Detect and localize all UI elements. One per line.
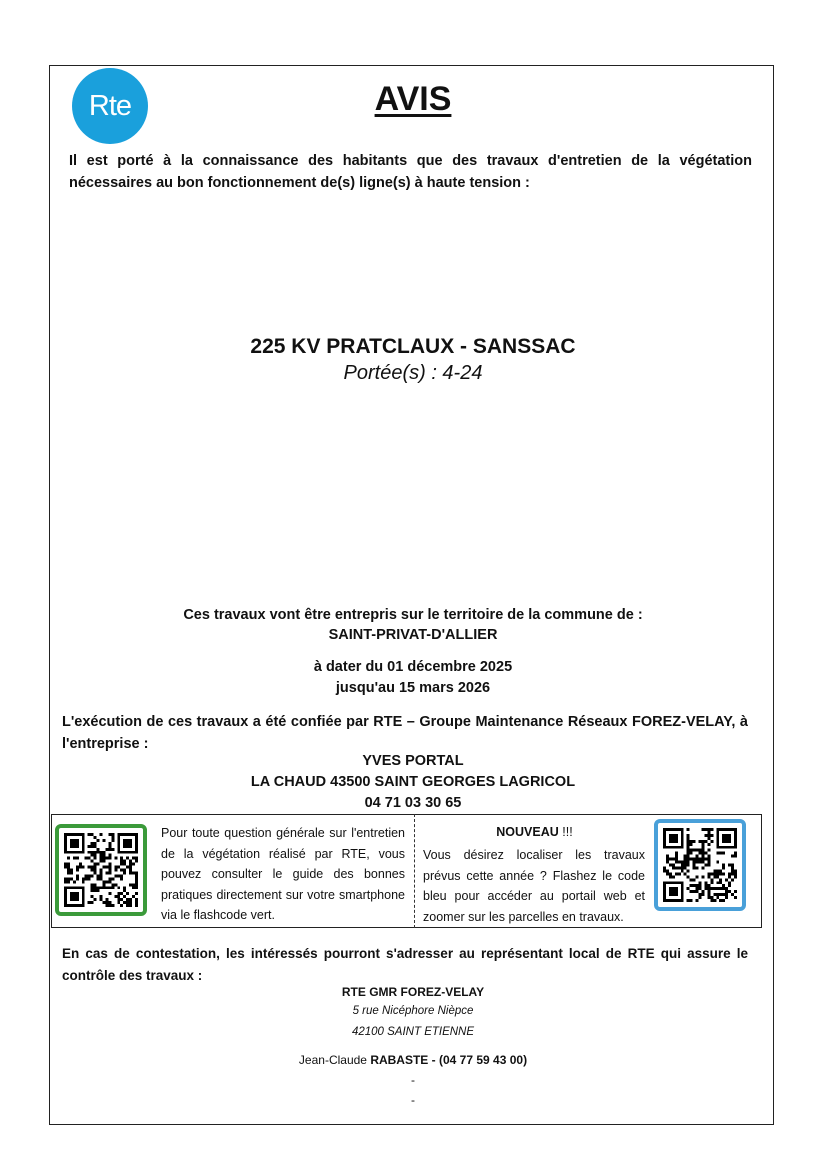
qr-icon [663, 828, 737, 902]
nouveau-label: NOUVEAU [496, 825, 559, 839]
company-name: YVES PORTAL [362, 753, 464, 769]
contact-dash-1: - [411, 1073, 415, 1087]
info-right-heading [421, 825, 648, 839]
intro-text: Il est porté à la connaissance des habitants que des travaux d'entretien de la végétation nécessaires au bon fonctionnement de(s) ligne(s) à haute tension : [69, 153, 752, 191]
line-span: Portée(s) : 4-24 [343, 362, 483, 384]
info-left-text: Pour toute question générale sur l'entretien de la végétation réalisé par RTE, vous pouvez consulter le guide des bonnes pratiques directement sur votre smartphone via le flashcode vert. [161, 826, 405, 922]
contact-city: 42100 SAINT ETIENNE [351, 1026, 475, 1038]
date-until: jusqu'au 15 mars 2026 [335, 680, 491, 696]
page-title: AVIS [374, 80, 452, 118]
contact-person-first: Jean-Claude [298, 1053, 371, 1067]
line-name: 225 KV PRATCLAUX - SANSSAC [250, 335, 576, 358]
blue-qr-code[interactable] [654, 819, 746, 911]
territory-text: Ces travaux vont être entrepris sur le territoire de la commune de : [183, 607, 643, 623]
logo-text: Rte [88, 89, 132, 122]
contact-person-last: RABASTE [370, 1053, 429, 1067]
nouveau-suffix: !!! [558, 825, 573, 839]
contestation-text: En cas de contestation, les intéressés pourront s'adresser au représentant local de RTE qui assure le contrôle des travaux : [62, 946, 748, 983]
contact-org: RTE GMR FOREZ-VELAY [341, 985, 485, 999]
info-right-text: Vous désirez localiser les travaux prévus cette année ? Flashez le code bleu pour accéder au portail web et zoomer sur les parcelles en travaux. [423, 848, 645, 924]
qr-icon [64, 833, 138, 907]
company-phone: 04 71 03 30 65 [364, 795, 462, 811]
green-qr-code[interactable] [55, 824, 147, 916]
commune-name: SAINT-PRIVAT-D'ALLIER [328, 627, 498, 643]
contact-person [0, 1053, 826, 1067]
contact-street: 5 rue Nicéphore Nièpce [352, 1005, 474, 1017]
company-address: LA CHAUD 43500 SAINT GEORGES LAGRICOL [250, 774, 576, 790]
contact-person-phone: - (04 77 59 43 00) [428, 1053, 528, 1067]
contact-dash-2: - [411, 1093, 415, 1107]
execution-text: L'exécution de ces travaux a été confiée par RTE – Groupe Maintenance Réseaux FOREZ-VELAY, à l'entreprise : [62, 714, 748, 752]
info-divider [414, 814, 415, 928]
date-from: à dater du 01 décembre 2025 [313, 659, 513, 675]
